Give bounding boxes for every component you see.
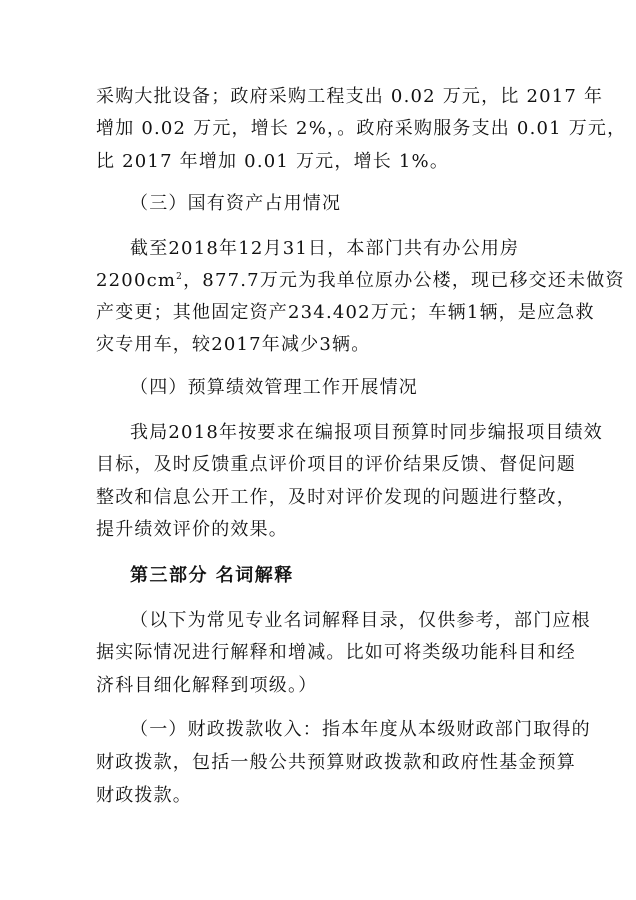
paragraph-assets-line-2-rest: ，877.7万元为我单位原办公楼，现已移交还未做资 xyxy=(183,270,625,291)
paragraph-fiscal-appropriation-line-1: （一）财政拨款收入：指本年度从本级财政部门取得的 xyxy=(130,719,591,740)
paragraph-glossary-intro-line-2: 据实际情况进行解释和增减。比如可将类级功能科目和经 xyxy=(96,642,576,663)
office-area-value: 2200cm xyxy=(96,270,177,291)
paragraph-procurement-line-1: 采购大批设备；政府采购工程支出 0.02 万元，比 2017 年 xyxy=(96,86,604,107)
paragraph-performance-line-2: 目标，及时反馈重点评价项目的评价结果反馈、督促问题 xyxy=(96,454,576,475)
section-heading-performance: （四）预算绩效管理工作开展情况 xyxy=(130,377,418,398)
paragraph-fiscal-appropriation-line-3: 财政拨款。 xyxy=(96,785,192,806)
paragraph-procurement-line-2: 增加 0.02 万元，增长 2%，。政府采购服务支出 0.01 万元， xyxy=(96,118,627,139)
paragraph-assets-line-3: 产变更；其他固定资产234.402万元；车辆1辆，是应急救 xyxy=(96,302,595,323)
paragraph-fiscal-appropriation-line-2: 财政拨款，包括一般公共预算财政拨款和政府性基金预算 xyxy=(96,752,576,773)
paragraph-glossary-intro-line-1: （以下为常见专业名词解释目录，仅供参考，部门应根 xyxy=(130,610,591,631)
paragraph-glossary-intro-line-3: 济科目细化解释到项级。） xyxy=(96,675,318,696)
part-three-heading: 第三部分 名词解释 xyxy=(130,565,294,586)
paragraph-procurement-line-3: 比 2017 年增加 0.01 万元，增长 1%。 xyxy=(96,151,450,172)
paragraph-assets-line-4: 灾专用车，较2017年减少3辆。 xyxy=(96,334,371,355)
section-heading-state-assets: （三）国有资产占用情况 xyxy=(130,193,342,214)
paragraph-performance-line-4: 提升绩效评价的效果。 xyxy=(96,519,288,540)
area-unit-superscript: 2 xyxy=(176,272,184,282)
paragraph-performance-line-1: 我局2018年按要求在编报项目预算时同步编报项目绩效 xyxy=(130,422,604,443)
paragraph-assets-line-1: 截至2018年12月31日，本部门共有办公用房 xyxy=(130,238,520,259)
paragraph-performance-line-3: 整改和信息公开工作，及时对评价发现的问题进行整改， xyxy=(96,487,576,508)
paragraph-assets-line-2 xyxy=(96,270,625,292)
